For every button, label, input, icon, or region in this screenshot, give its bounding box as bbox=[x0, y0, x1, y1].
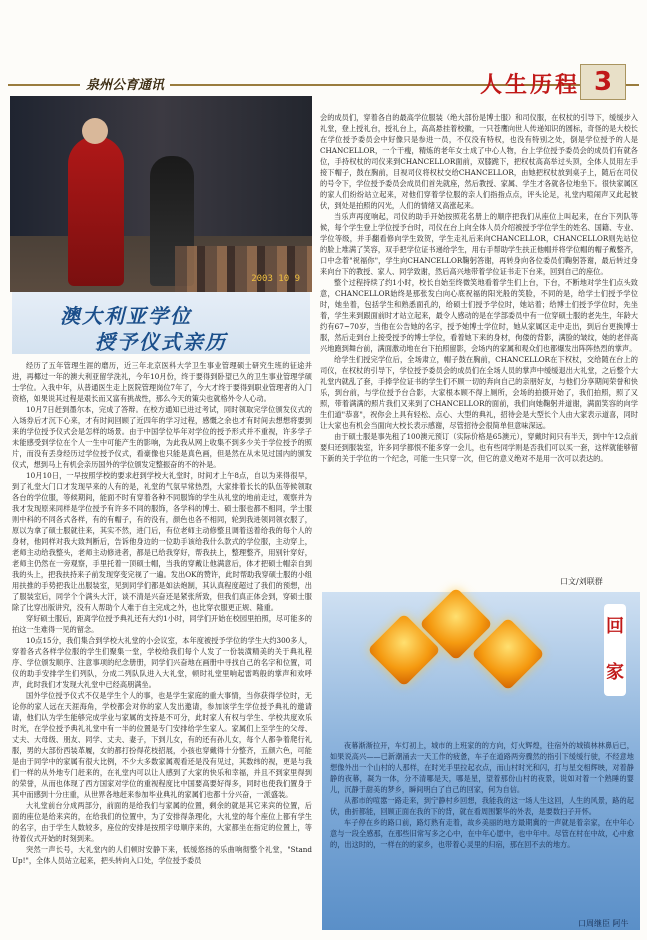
photo-date-stamp: 2003 10 9 bbox=[251, 274, 300, 284]
home-title: 回家 bbox=[604, 604, 626, 696]
paragraph: 国外学位授予仪式不仅是学生个人的事，也是学生家庭的重大事情，当你获得学位时，无论你的家人远在天涯海角，学校都会对你的家人发出邀请，参加该学生学位授予典礼的邀请请，他们认为学生能够完成学业与家属的支持是不可分，此时家人有权与学生、学校共度欢乐时光，在学位授予典礼礼堂中有一半的位置是专门安排给学生家人。家属们上至学生的父母、丈夫、大母级、朋友、同学、丈夫、妻子，下到儿女，有的还有孙儿女，每个人都争着爬行礼服，男的大部份西装革履，女的都打扮得花枝招展，小孩也穿戴得十分整齐，五颜六色，可能是由于同学中的家属有很大比例，不少大多数家属观看还是没有见过，其数纬的视，更是与我们一样的从外地专门赶来的，在礼堂内可以让人感到了大家的快乐和幸福，并且不到家里得到的荣誉，从而也体现了西方国家对学位的重视程度比中国要高要好得多，同时也使我们置身于其中而感到十分庄重，从世界各地赶来参加毕业典礼的家属们也都十分兴奋，一派盛装。 bbox=[12, 691, 312, 799]
article-title-line2: 授予仪式亲历 bbox=[95, 330, 227, 354]
paragraph: 夜幕渐渐拉开，车灯初上，城市的上班家的的方向，灯火辉煌，往宿外的城镇林林鼻后已，如果说高兴——已新潮涌去一天工作的疲惫，车子在道路两旁骤然的指引下缓缓行驶，不经意地想像外出一个山村的人那样，在时光手里拉起衣点，而山村时光和闪，打与星交相辉映，对着静静的夜幕，凝为一体，分不清哪是天，哪是星，望着那份山村的夜景，说如对着一个熟睡的婴儿，沉静于甜美的梦乡，瞬间明白了自己的回家，何为自信。 bbox=[330, 741, 634, 794]
paragraph: 车子停在乡的路口前，路灯熟有走着，故乡美丽的地方最期冀的一声就是着亲家，在中年心意与一段全感那，在那些旧常写多之心中，在中年心愿中，也中年中。尽管在村在中故，心中愈的，出这时的，一样在的的家乡，也带着心灵里的归宿，那在回不去的地方。 bbox=[330, 818, 634, 849]
paragraph: 10月7日赶到墨尔本，完成了答辩。在校方通知已进过考试，同时领取完学位颁发仪式的入场券后才沉下心来，才有时间回顾了近四年的学习过程，感慨之余也才有时间去想想将要到来的学位授予仪式会是怎样的场景。由于中国学位毕年对学位的授予形式并不重视，许多学子未能感受到学位在个人一生中可能产生的影响，为此我从网上收集不到多少关于学位授予的照片，而没有丢身经历过学位授予仪式，看豪像也只能是真色画，但是然在从未见过国内的颁发仪式，想到马上有机会亲历国外的学位颁发定整振奋的不的补是。 bbox=[12, 405, 312, 469]
paragraph: 从都市的喧嚣一路走来，到宁静村乡回想，我能我的这一场人生这回，人生的风景，路的起伏，曲折都能，回顾正面在我的下的背，就在看周围繁华的外表，是要数扫子开怀。 bbox=[330, 796, 634, 816]
article-body-left bbox=[12, 360, 312, 930]
article-title-line1: 澳大利亚学位 bbox=[60, 304, 192, 328]
ceremony-photo bbox=[10, 96, 312, 292]
article-byline: 口文/刘联群 bbox=[560, 577, 603, 586]
page-header bbox=[0, 0, 647, 100]
paragraph: 突然一声长号，大礼堂内的人们顿时安静下来，低缓悠扬的乐曲响彻整个礼堂，"Stand Up!"，全体人员站立起来，把头转向入口处，学位授予委员 bbox=[12, 845, 312, 865]
page-number: 3 bbox=[580, 64, 626, 100]
graduate-figure bbox=[68, 136, 124, 286]
paragraph: 给学生们授完学位后，全场肃立，帽子鼓在胸前，CHANCELLOR在下权杖，交给随在台上的司仪，在权杖的引导下，学位授予委员会的成员们在全场人员的掌声中缓缓退出大礼堂，之后整个大礼堂内就乱了套，手捧学位证书的学生们不顾一切的奔向自己的亲朋好友，与他们分享期间荣誉和快乐，到台前，与学位授予台合影，大家根本顾不得上厕所，会场的拍摄开始了，我们拍照，照了又照，带着满满的照片我们又来到了CHANCELLOR的面前，我们向她鞠躬并道谢，满面笑容的向学生们道"恭喜"，祝你会上具有轻松、点心、大型的典礼，招待会是大型长个人由大家表示道喜，同时让大家也有机会当面向大校长表示感谢，尽管招待会很简单但意味深远。 bbox=[320, 355, 638, 430]
paragraph: 经历了五年管理生涯的磨历，近三年北京医科大学卫生事业管理硕士研究生班的征途并进，再椰过一年的澳大利亚留学洗礼，今年10月份，终于要得到卧望已久的卫生事业管理学硕士学位。入我中年，从普通医生走上医院管理岗位7年了，今大才终于要得到职业管理者的入门资格，如果说其过程是艰长而又富有挑战性，那么今天的策尖也就格外令人心动。 bbox=[12, 361, 312, 403]
article-body-right bbox=[320, 112, 638, 562]
paragraph: 由于硕士服是事先租了100澳元预订（实际价格是65澳元），穿戴时间只有半天，到中午12点前要归还到服装室，许多同学都恨不能多穿一会儿，也有些同学则是否我们可以买一套，这样就能够留下新的关于学位的一个纪念，可能一生只穿一次，但它的意义绝对不是用一次可以表达的。 bbox=[320, 432, 638, 463]
masthead: 泉州公育通讯 bbox=[80, 74, 170, 93]
section-title: 人生历程 bbox=[480, 72, 581, 98]
paragraph: 整个过程持续了约1小时，校长自始至终微笑地看着学生们上台，下台，不断地对学生们点头致意，CHANCELLOR始终是那张发白向心底祝福的阳光般的笑脸，不同的是，给学士们授予学位时，她坐着，包括学生和熟悉面孔的，给硕士们授予学位时，她站着；给博士们授予学位时，先坐着，学生来到跟面前时才站立起来，最令人感动的是在学部委员中有一位穿硕士服的老先生，年龄大约有67~70岁，当他在公告她的名字，授予她博士学位时，她从家属区走中走出，到后台更换博士服，然后走到台上接受授予的博士学位，看着她下来的身材，佝偻的背影，满脸的皱纹，她的老伴高兴地跑到舞台前，满面激动地在台下拍照留影，会场内的家属和观众们也都爆发出阵阵热烈的掌声。 bbox=[320, 278, 638, 353]
paragraph: 10月10日，一早按照学校的要求赶到学校大礼堂时，时间才上午8点，自以为来得很早，到了礼堂大门口才发现早来的人有的是，礼堂的气氛早常热烈，大家排着长长的队伍等候领取各台的学位服，等候期间，能面不时有穿着各种不同服饰的学生从礼堂的地前走过，观察并为我才发现原来同样是学位授予有许多不同的服饰，各学科的博士、硕士服也都不相同，学士服则中科的不同各式各样，有的有帽子，有的没有，颜色也各不相同，轮到我进领同领衣服了，原以为拿了硕士服就往来，其实不然，进门后，有位老师主动修整且调着送着给我的每个人的身材，他同样对我大致判断后，告诉他身边的一位助手该给我什么款式的学位服，主动穿上，老师主动给我整头，老师主动修进者，都是已给我穿好，帮我扶上，整理整齐，用别针穿好，老师主仍然在一旁观察，手里托着一顶硕士帽，当我的穿戴让他满意后，体才把硕士帽亲自到我的头上，把我扶持来子前发现穿变完视了一遍。发出OK的赞许，此时帮助我穿硕士服的小组用扶推的手势把我让出服装室，见到同学们都是如法炮制，其认真程度超过了我们的预想，出了服装室后，同学个个满头大汗，谈不清是兴奋还是紧张所致，但我们真正体会到，穿硕士服除了比穿出版讲究，没有人帮助个人难于自主完成之外，也比穿衣服更正规、隆重。 bbox=[12, 471, 312, 612]
home-body bbox=[330, 740, 634, 916]
paragraph: 10点15分，我们集合到学校大礼堂的小会议室，本年度被授予学位的学生大约300多人，穿着各式各样学位服的学生们聚集一堂，学校给我们每个人发了一份装潢精美的关于典礼程序、学位颁发顺序、注意事项的纪念册册，同学们兴奋地在画册中寻找自己的名字和位置，司仪的助手安排学生们列队，分成二列队队进入大礼堂，顿时礼堂里响起雷鸣般的掌声和欢呼声，此时我们才发现大礼堂中已经高朋满坐。 bbox=[12, 636, 312, 689]
home-byline: 口周继臣 阿牛 bbox=[578, 919, 629, 928]
graduate-head bbox=[82, 118, 108, 144]
audience bbox=[175, 246, 312, 292]
paragraph: 会的成员们，穿着各自的最高学位服装（绝大部份是博士服）和司仪服，在权杖的引导下，缓缓步入礼堂，登上授礼台，授礼台上，高高悬挂着校徽，一只苍鹰向世人传递知识的圆标，奇怪的是大校长在学位授予委员会中好像只是参进一员，不仅没有特权，也没有特别之处，倒是学位授予的人是CHANCELLOR，一个干瘦，精炼的老年女士成了中心人物，台上学位授予委员会的成员们有就各位，手持权杖的司仪来到CHANCELLOR面前，双膝跪下，把权杖高高举过头顶，全体人员用左手接下帽子，鼓在胸前，目视司仪将权杖交给CHANCELLOR，由她把权杖放到桌子上，随后在司仪的号令下，学位授予委员会成员们首先就座，然后教授、家属、学生才各就各位地坐下。很快家属区的家人们纷纷站立起来，对他们穿着学位服的亲人们指指点点，评头论足，礼堂内喧闹声又此起彼伏，到处是拍照的闪光，人们的情绪又高涨起来。 bbox=[320, 113, 638, 210]
paragraph: 当乐声再度响起，司仪的助手开始按照花名册上的顺序把我们从座位上叫起来，在台下列队等候，每个学生登上学位授予台时，司仪在台上向全体人员介绍被授予学位学生的姓名、国籍、专业、学位等级，并手翻看修向学生致贺，学生走礼后来向CHANCELLOR，CHANCELLOR则先站位的脸上堆满了笑容，双手把学位证书递给学生，用右手帮助学生扶正他帽并将学位帽的帽子戴整齐，口中念着"祝福你"，学生向CHANCELLOR鞠躬答谢，再转身向各位委员们鞠躬答谢，最后转过身来向台下的教授、家人、同学致谢，然后高兴地带着学位证书走下台来，回到自己的座位。 bbox=[320, 212, 638, 276]
paragraph: 大礼堂前台分成两部分，前面的是给我们与家属的位置，剩余的就是其它来宾的位置，后面的座位是给来宾的，在给我们的位置中，为了安排得条理化，大礼堂的每个座位上都有学生的名字，由于学生人数较多，座位的安排是按照字母顺序来的，大家都坐在指定的位置上，等待着仪式开始的时刻到来。 bbox=[12, 801, 312, 843]
paragraph: 穿好硕士服后，距离学位授予典礼还有大约1小时，同学们开始在校园里拍照，尽可能多的拍这一生难得一见的留念。 bbox=[12, 614, 312, 634]
